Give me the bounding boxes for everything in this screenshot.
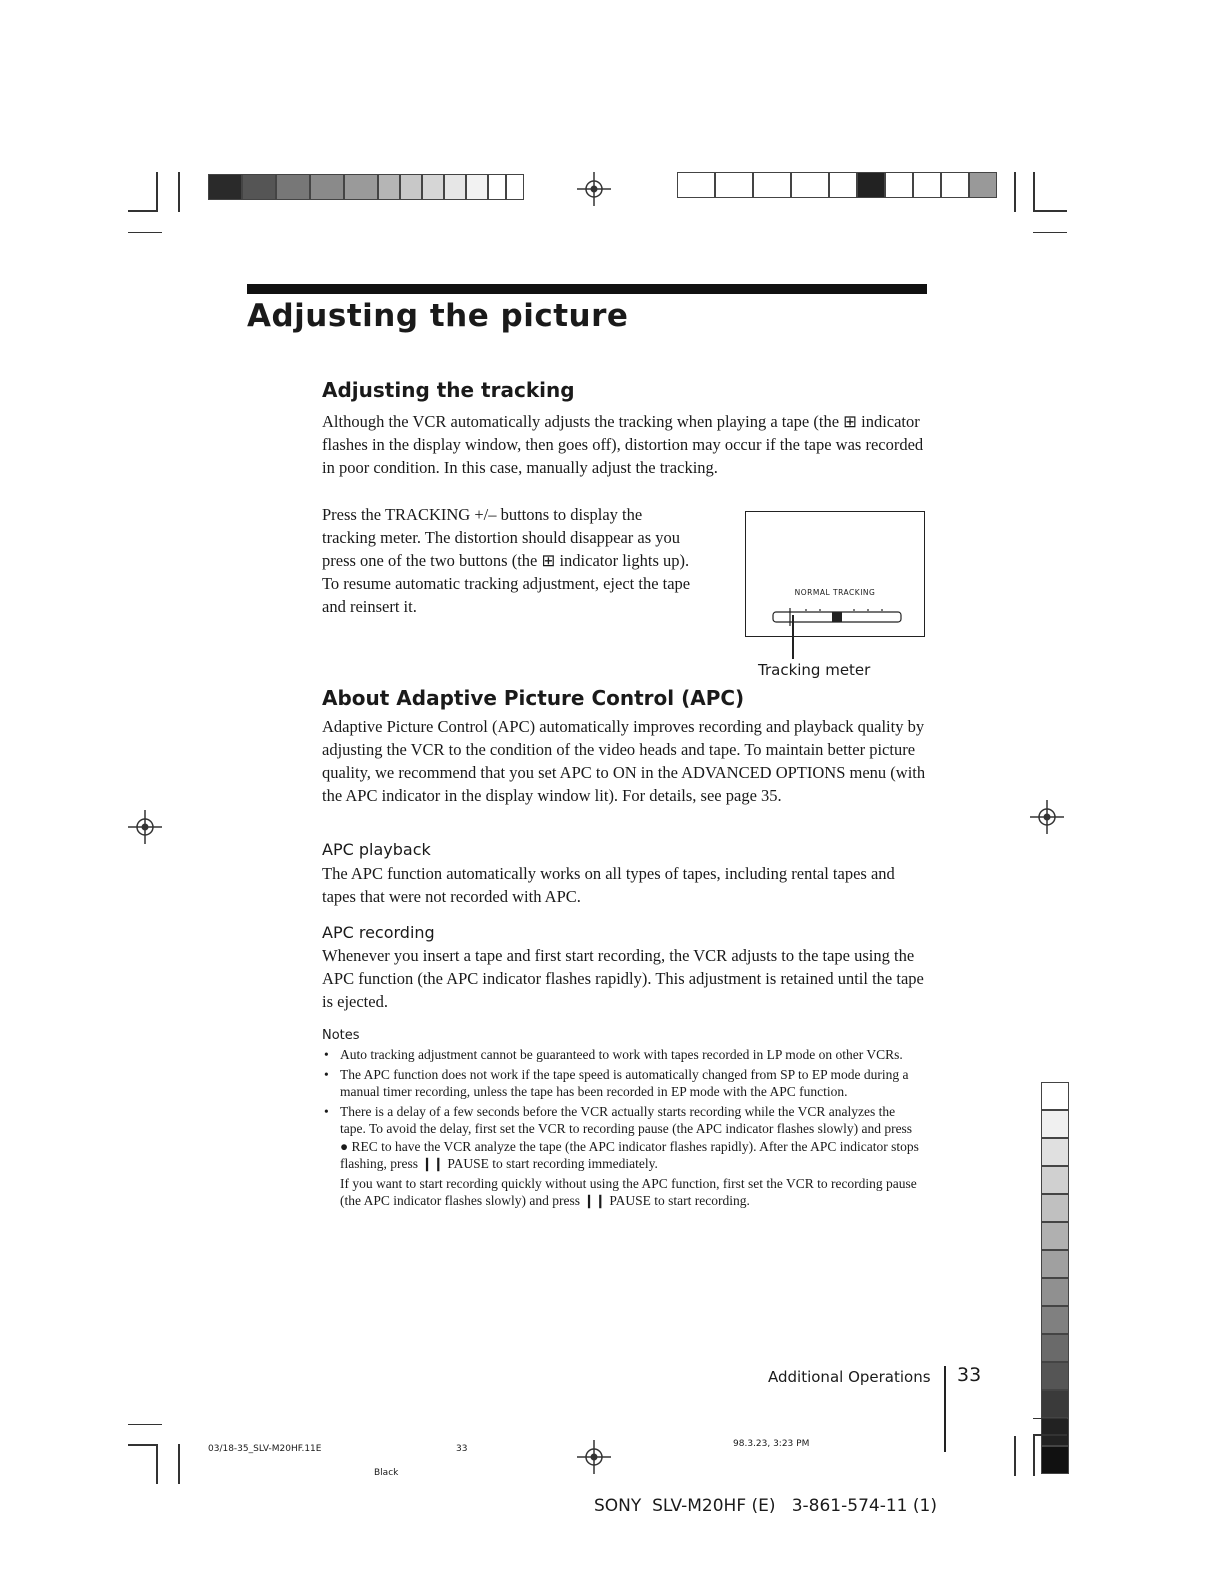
crop-mark-bottom-right-h <box>1033 1418 1067 1419</box>
apc-recording-heading: APC recording <box>322 923 435 942</box>
crop-mark-bottom-right-v <box>1014 1436 1016 1476</box>
apc-playback-text: The APC function automatically works on all types of tapes, including rental tapes and tapes that were not recorded with APC. <box>322 864 895 906</box>
crop-mark-bottom-left-h2 <box>128 1444 158 1446</box>
tracking-paragraph-2: Press the TRACKING +/– buttons to display the tracking meter. The distortion should disappear as you press one of the two buttons (the ⊞ indicator lights up). To resume automatic tracking adjustment, eject the tape and reinsert it. <box>322 505 691 616</box>
page-number: 33 <box>957 1364 982 1386</box>
tone-strip-top-left <box>208 174 524 200</box>
tone-strip-top-right <box>677 172 997 198</box>
footer-section-name: Additional Operations <box>768 1368 931 1386</box>
crop-mark-top-right-h <box>1033 210 1067 212</box>
apc-heading: About Adaptive Picture Control (APC) <box>322 686 745 710</box>
registration-mark-bottom <box>577 1440 611 1474</box>
notes-list <box>322 1046 922 1210</box>
crop-mark-top-left-h <box>128 210 158 212</box>
note-item: • Auto tracking adjustment cannot be guaranteed to work with tapes recorded in LP mode on other VCRs. <box>322 1046 922 1064</box>
footer-file-page: 33 <box>456 1444 468 1454</box>
crop-mark-top-left-v <box>156 172 158 212</box>
registration-mark-left <box>128 810 162 844</box>
note-item: • The APC function does not work if the tape speed is automatically changed from SP to EP mode during a manual timer recording, unless the tape has been recorded in EP mode with the APC function. <box>322 1066 922 1101</box>
tracking-meter-pointer-line <box>792 615 794 659</box>
crop-mark-top-right-h2 <box>1033 232 1067 233</box>
footer-timestamp: 98.3.23, 3:23 PM <box>733 1439 810 1449</box>
registration-mark-top <box>577 172 611 206</box>
note-item: • There is a delay of a few seconds before the VCR actually starts recording while the VCR analyzes the tape. To avoid the delay, first set the VCR to recording pause (the APC indicator flashes slowly) and press ● REC to have the VCR analyze the tape (the APC indicator flashes rapidly). After the APC indicator stops flashing, press ❙❙ PAUSE to start recording immediately. <box>322 1103 922 1173</box>
crop-mark-bottom-left-h <box>128 1424 162 1425</box>
tracking-paragraph-1: Although the VCR automatically adjusts the tracking when playing a tape (the ⊞ indicator flashes in the display window, then goes off), distortion may occur if the tape was recorded in poor condition. In this case, manually adjust the tracking. <box>322 412 924 477</box>
page-title: Adjusting the picture <box>247 298 629 334</box>
footer-color: Black <box>374 1468 399 1478</box>
tracking-meter-label: NORMAL TRACKING <box>794 588 876 597</box>
crop-mark-top-left-v2 <box>178 172 180 212</box>
footer-divider <box>944 1366 946 1452</box>
tracking-heading: Adjusting the tracking <box>322 378 575 402</box>
apc-recording-text: Whenever you insert a tape and first start recording, the VCR adjusts to the tape using the APC function (the APC indicator flashes rapidly). This adjustment is retained until the tape is ejected. <box>322 946 924 1011</box>
tone-strip-right <box>1041 1082 1069 1474</box>
crop-mark-top-left-h2 <box>128 232 162 233</box>
crop-mark-bottom-left-v <box>156 1444 158 1484</box>
crop-mark-bottom-left-v2 <box>178 1444 180 1484</box>
crop-mark-bottom-right-v2 <box>1033 1434 1035 1476</box>
notes-heading: Notes <box>322 1028 360 1043</box>
footer-file-id: 03/18-35_SLV-M20HF.11E <box>208 1444 322 1454</box>
tracking-meter-caption: Tracking meter <box>758 661 871 679</box>
apc-paragraph: Adaptive Picture Control (APC) automatically improves recording and playback quality by adjusting the VCR to the condition of the video heads and tape. To maintain better picture quality, we recommend that you set APC to ON in the ADVANCED OPTIONS menu (with the APC indicator in the display window lit). For details, see page 35. <box>322 717 926 805</box>
tracking-meter-display <box>745 511 925 637</box>
footer-model-line: SONY SLV-M20HF (E) 3-861-574-11 (1) <box>594 1496 937 1516</box>
crop-mark-bottom-right-h2 <box>1033 1434 1067 1436</box>
title-rule <box>247 284 927 294</box>
crop-mark-top-right-v <box>1014 172 1016 212</box>
crop-mark-top-right-v2 <box>1033 172 1035 212</box>
note-extra: If you want to start recording quickly without using the APC function, first set the VCR to recording pause (the APC indicator flashes slowly) and press ❙❙ PAUSE to start recording. <box>340 1175 917 1208</box>
registration-mark-right <box>1030 800 1064 834</box>
apc-playback-heading: APC playback <box>322 840 431 859</box>
